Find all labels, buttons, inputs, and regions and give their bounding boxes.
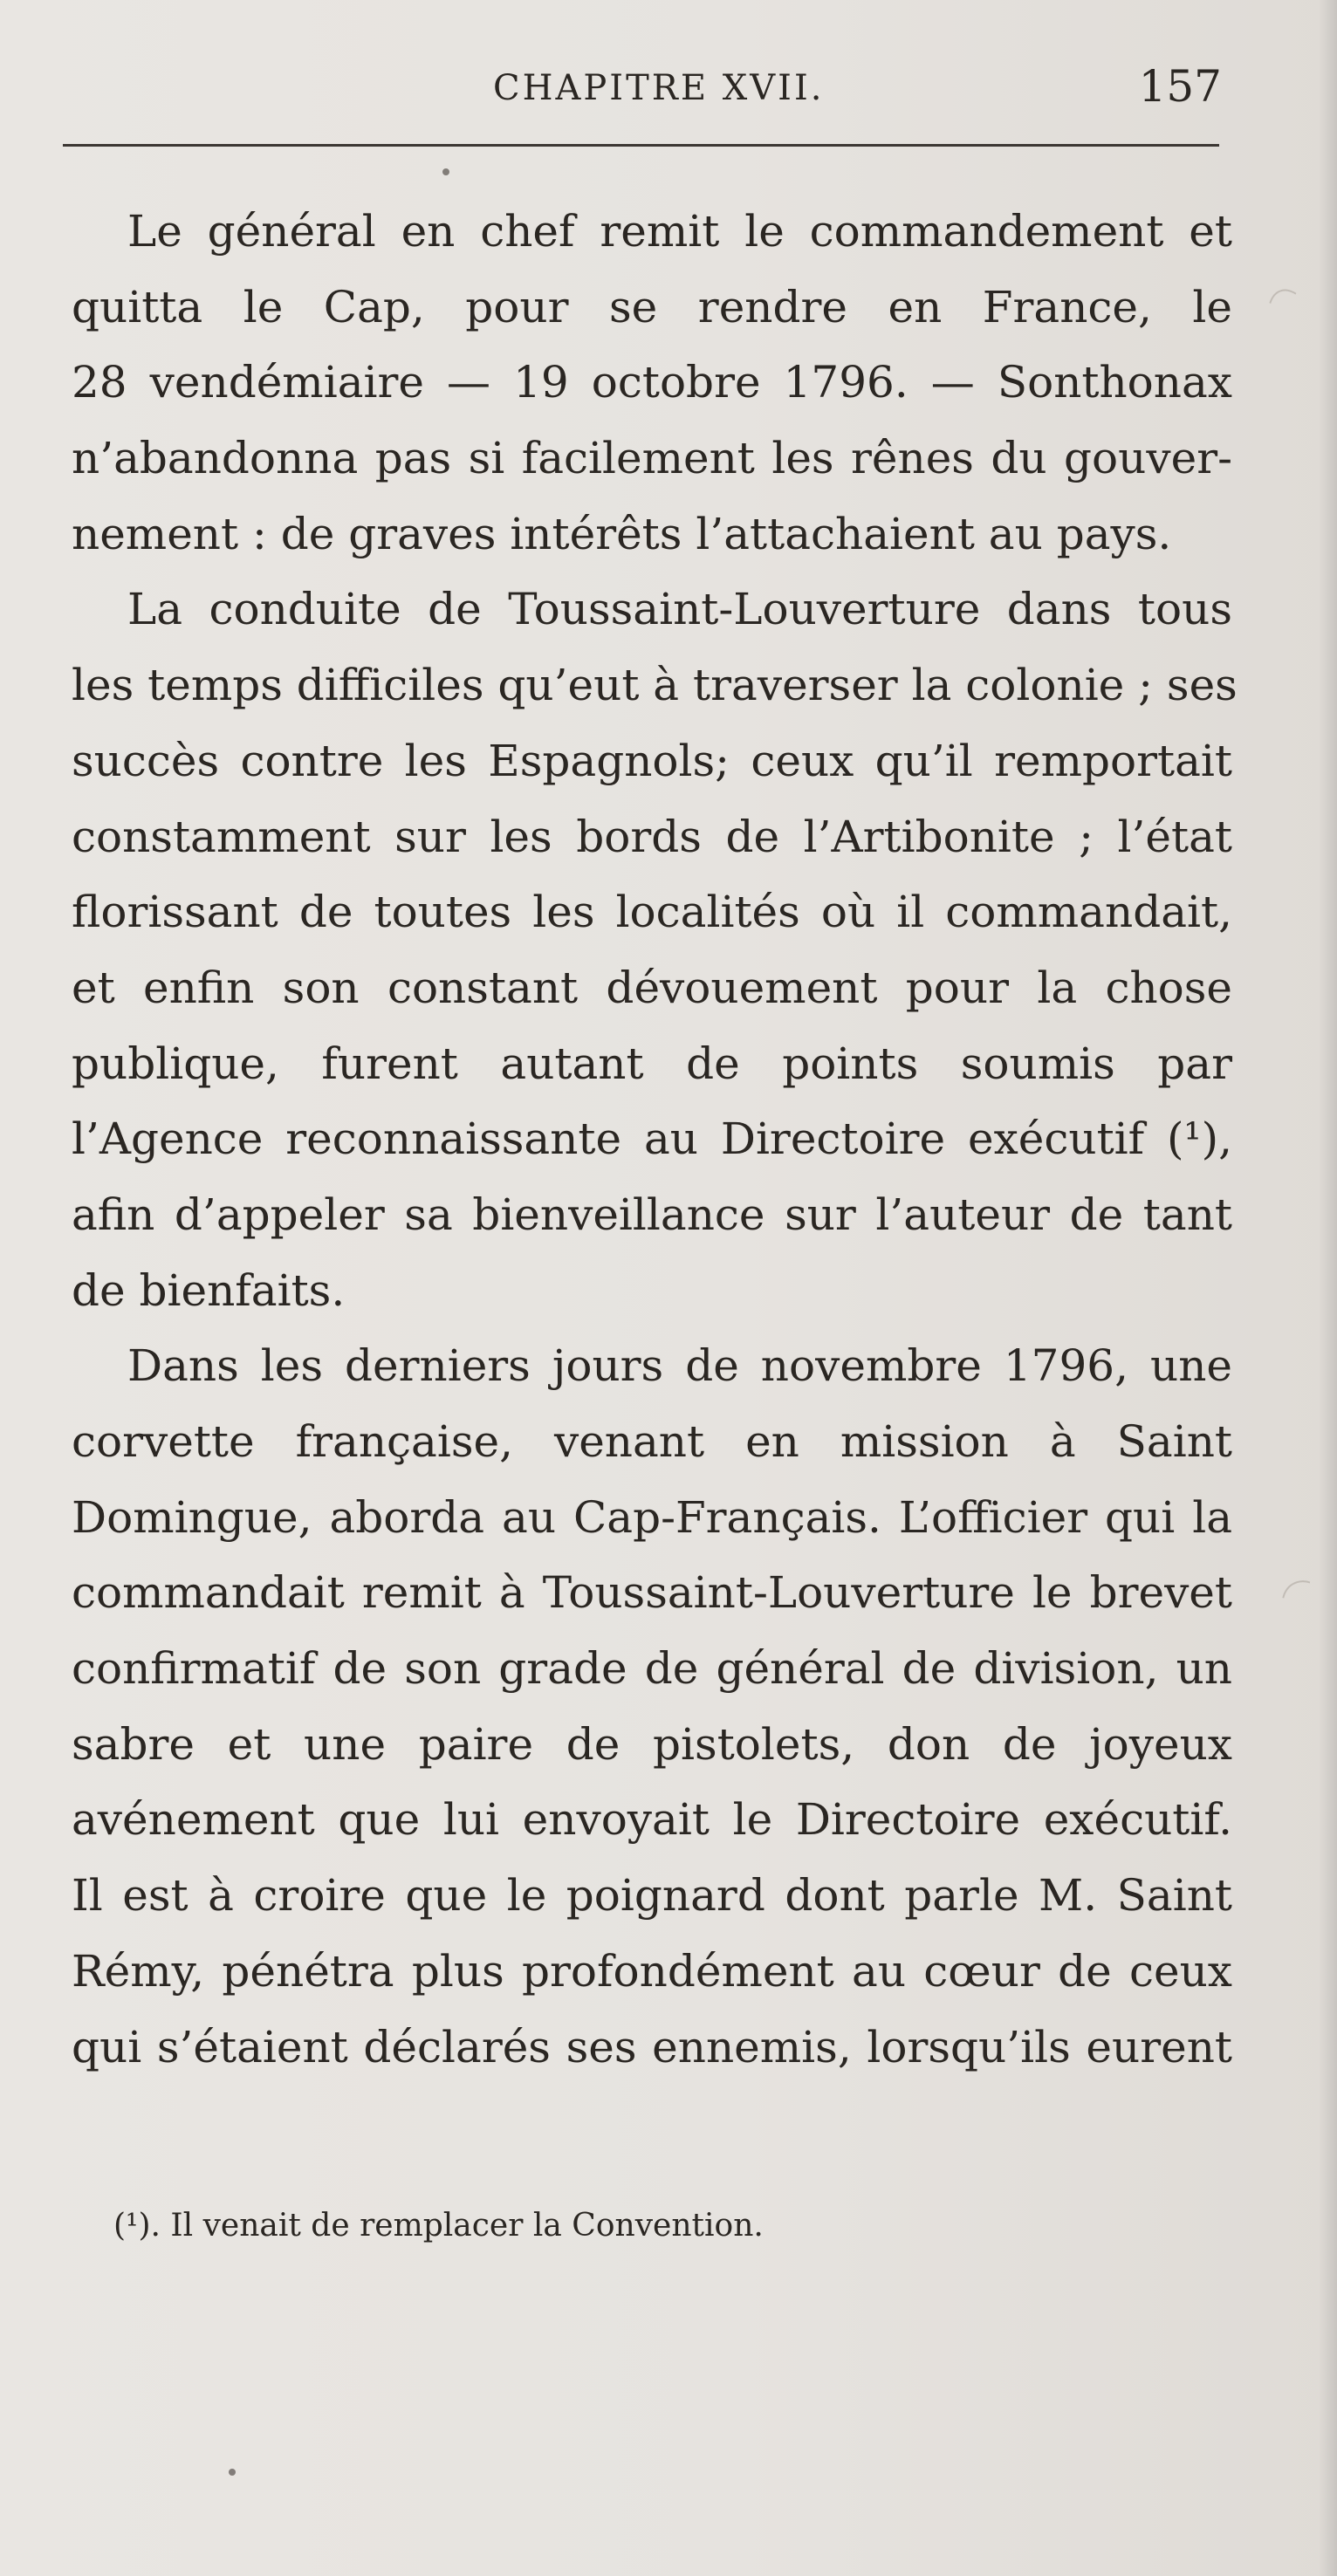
text-line: florissant de toutes les localités où il commandait,: [72, 887, 1232, 938]
text-line: Il est à croire que le poignard dont parle M. Saint: [72, 1870, 1232, 1922]
text-line: quitta le Cap, pour se rendre en France, le: [72, 281, 1232, 332]
text-line: qui s’étaient déclarés ses ennemis, lorsqu’ils eurent: [72, 2021, 1232, 2072]
page-header: [61, 61, 1222, 122]
text-line: Domingue, aborda au Cap-Français. L’officier qui la: [72, 1491, 1232, 1543]
text-line: l’Agence reconnaissante au Directoire exécutif (¹),: [72, 1113, 1232, 1165]
text-line: La conduite de Toussaint-Louverture dans tous: [127, 584, 1232, 635]
text-line: Rémy, pénétra plus profondément au cœur de ceux: [72, 1945, 1232, 1997]
ink-speck: [229, 2469, 236, 2476]
text-line: afin d’appeler sa bienveillance sur l’auteur de tant: [72, 1189, 1232, 1240]
text-line: Le général en chef remit le commandement et: [127, 206, 1232, 257]
text-line: nement : de graves intérêts l’attachaient au pays.: [72, 508, 1172, 559]
running-head: CHAPITRE XVII.: [493, 68, 825, 108]
page-number: 157: [1138, 61, 1222, 112]
ink-speck: [442, 168, 449, 175]
text-line: les temps difficiles qu’eut à traverser la colonie ; ses: [72, 660, 1238, 711]
text-line: Dans les derniers jours de novembre 1796, une: [127, 1340, 1232, 1392]
main-text: [72, 194, 1238, 2085]
text-line: publique, furent autant de points soumis par: [72, 1038, 1232, 1089]
paragraph-2: [72, 572, 1238, 1328]
header-rule: [63, 144, 1219, 147]
paragraph-3: [72, 1328, 1232, 2085]
text-line: constamment sur les bords de l’Artibonite ; l’état: [72, 811, 1232, 862]
text-line: de bienfaits.: [72, 1264, 346, 1316]
text-line: 28 vendémiaire — 19 octobre 1796. — Sonthonax: [72, 357, 1232, 408]
paragraph-1: [72, 194, 1232, 572]
text-line: succès contre les Espagnols; ceux qu’il remportait: [72, 735, 1232, 786]
margin-pencil-mark: [1258, 283, 1327, 367]
text-line: avénement que lui envoyait le Directoire exécutif.: [72, 1794, 1232, 1846]
text-line: commandait remit à Toussaint-Louverture le brevet: [72, 1567, 1232, 1619]
text-line: confirmatif de son grade de général de division, un: [72, 1643, 1232, 1695]
footnote: (¹). Il venait de remplacer la Convention.: [113, 2208, 764, 2244]
text-line: sabre et une paire de pistolets, don de joyeux: [72, 1718, 1232, 1770]
page-edge-shadow: [1318, 0, 1337, 2576]
text-line: n’abandonna pas si facilement les rênes du gouver-: [72, 433, 1232, 484]
text-line: corvette française, venant en mission à Saint: [72, 1416, 1232, 1467]
text-line: et enfin son constant dévouement pour la chose: [72, 962, 1232, 1013]
